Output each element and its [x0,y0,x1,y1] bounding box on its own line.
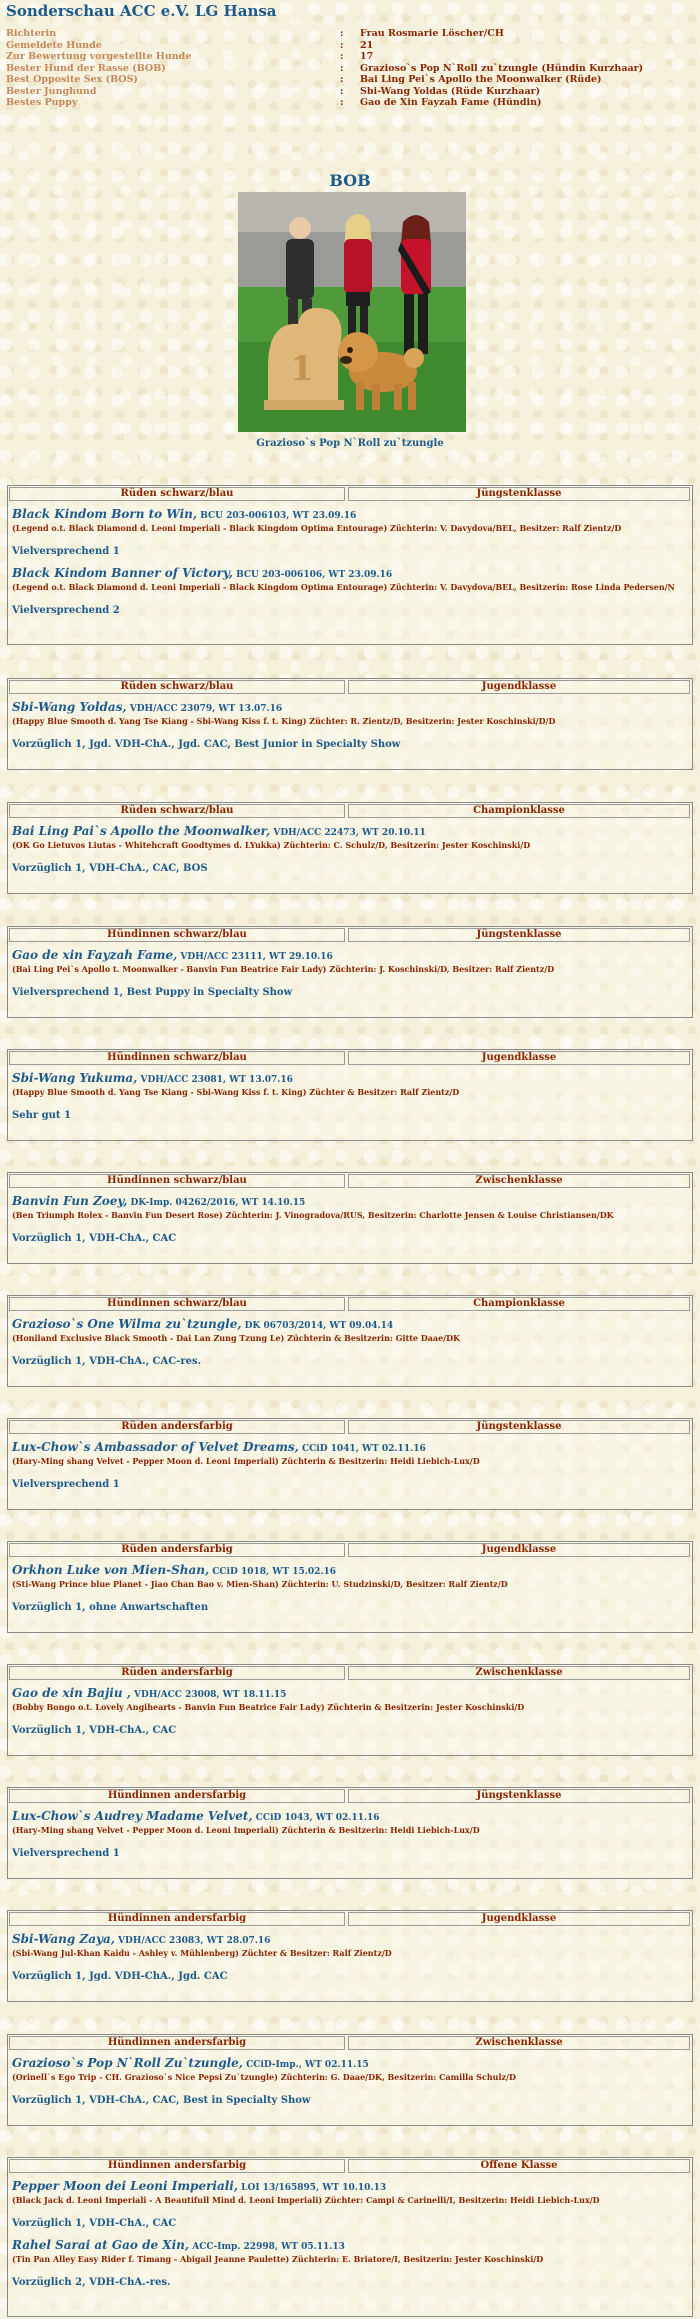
summary-label: Best Opposite Sex (BOS) [6,74,138,85]
class-card [7,1295,693,1387]
dog-pedigree: (Sbi-Wang Jul-Khan Kaidu - Ashley v. Mühlenberg) Züchter & Besitzer: Ralf Zientz/D [12,1948,392,1958]
dog-registration: VDH/ACC 23083, WT 28.07.16 [114,1936,271,1946]
dog-result: Vielversprechend 1 [12,1848,120,1859]
dog-result: Vielversprechend 1, Best Puppy in Specialty Show [12,987,293,998]
class-card [7,1910,693,2002]
dog-pedigree: (Tin Pan Alley Easy Rider f. Timang - Abigail Jeanne Paulette) Züchterin: E. Briatore/I, Besitzerin: Jester Koschinski/D [12,2254,544,2264]
dog-name: Sbi-Wang Yoldas, [12,700,127,714]
class-card [7,926,693,1018]
summary-label: Richterin [6,28,57,39]
summary-colon: : [340,74,344,85]
dog-pedigree: (Legend o.t. Black Diamond d. Leoni Imperiali - Black Kingdom Optima Entourage) Züchterin: V. Davydova/BEL, Besitzerin: Rose Linda Pedersen/N [12,582,675,592]
class-header [8,1542,692,1558]
summary-value: Gao de Xin Fayzah Fame (Hündin) [360,97,542,108]
dog-entry [8,2238,692,2289]
dog-registration: DK 06703/2014, WT 09.04.14 [241,1321,394,1331]
class-card [7,2034,693,2126]
dog-pedigree: (Happy Blue Smooth d. Yang Tse Kiang - Sbi-Wang Kiss f. t. King) Züchter: R. Zientz/D, Besitzerin: Jester Koschinski/D/D [12,716,556,726]
class-header [8,803,692,819]
dog-registration: CCiD 1041, WT 02.11.16 [298,1444,426,1454]
dog-entry [8,1686,692,1737]
class-header [8,1419,692,1435]
dog-registration: CCiD 1018, WT 15.02.16 [209,1567,337,1577]
summary-table [6,28,696,109]
summary-row [6,74,696,86]
class-header [8,1788,692,1804]
dog-name: Grazioso`s Pop N`Roll Zu`tzungle, [12,2056,243,2070]
dog-entry [8,1563,692,1614]
summary-row [6,97,696,109]
dog-name: Black Kindom Born to Win, [12,507,198,521]
class-group: Rüden andersfarbig [9,1420,345,1434]
class-group: Hündinnen andersfarbig [9,1789,345,1803]
dog-name: Lux-Chow`s Audrey Madame Velvet, [12,1809,253,1823]
summary-label: Bester Hund der Rasse (BOB) [6,62,166,74]
dog-pedigree: (Orinell`s Ego Trip - CH. Grazioso`s Nice Pepsi Zu`tzungle) Züchterin: G. Daae/DK, Besitzerin: Camilla Schulz/D [12,2072,516,2082]
class-group: Hündinnen schwarz/blau [9,928,345,942]
dog-name: Pepper Moon dei Leoni Imperiali, [12,2179,239,2193]
dog-name: Sbi-Wang Yukuma, [12,1071,138,1085]
dog-registration: BCU 203-006106, WT 23.09.16 [232,570,393,580]
bob-caption: Grazioso`s Pop N`Roll zu`tzungle [256,438,444,449]
dog-pedigree: (Bai Ling Pei`s Apollo t. Moonwalker - Banvin Fun Beatrice Fair Lady) Züchterin: J. Koschinski/D, Besitzer: Ralf Zientz/D [12,964,555,974]
dog-entry [8,1440,692,1491]
dog-pedigree: (Ben Triumph Rolex - Banvin Fun Desert Rose) Züchterin: J. Vinogradova/RUS, Besitzerin: Charlotte Jensen & Louise Christiansen/DK [12,1210,614,1220]
bob-heading: BOB [329,171,371,190]
class-card [7,2157,693,2317]
dog-result: Vorzüglich 1, VDH-ChA., CAC [12,1233,177,1244]
dog-entry [8,948,692,999]
dog-name: Grazioso`s One Wilma zu`tzungle, [12,1317,242,1331]
summary-value: Grazioso`s Pop N`Roll zu`tzungle (Hündin Kurzhaar) [360,62,644,74]
class-card [7,802,693,894]
summary-row [6,28,696,40]
summary-row [6,86,696,98]
class-header [8,1665,692,1681]
dog-entry [8,2056,692,2107]
dog-registration: CCiD 1043, WT 02.11.16 [252,1813,380,1823]
summary-row [6,51,696,63]
class-name: Jugendklasse [348,680,690,694]
class-header [8,927,692,943]
dog-entry [8,1932,692,1983]
class-group: Rüden schwarz/blau [9,487,345,501]
dog-result: Vorzüglich 1, ohne Anwartschaften [12,1602,209,1613]
dog-result: Vielversprechend 2 [12,605,120,616]
class-header [8,2158,692,2174]
class-header [8,486,692,502]
dog-name: Lux-Chow`s Ambassador of Velvet Dreams, [12,1440,299,1454]
dog-result: Vorzüglich 1, VDH-ChA., CAC [12,2218,177,2229]
class-card [7,1541,693,1633]
summary-label: Gemeldete Hunde [6,39,102,51]
summary-value: Bai Ling Pei`s Apollo the Moonwalker (Rüde) [360,74,602,85]
class-name: Jugendklasse [348,1543,690,1557]
dog-registration: VDH/ACC 22473, WT 20.10.11 [270,828,426,838]
dog-pedigree: (Black Jack d. Leoni Imperiali - A Beautifull Mind d. Leoni Imperiali) Züchter: Campi & Carinelli/I, Besitzerin: Heidi Liebich-Lux/D [12,2195,600,2205]
dog-pedigree: (Hary-Ming shang Velvet - Pepper Moon d. Leoni Imperiali) Züchterin & Besitzerin: Heidi Liebich-Lux/D [12,1825,480,1835]
summary-colon: : [340,51,344,62]
class-group: Hündinnen schwarz/blau [9,1051,345,1065]
dog-registration: DK-Imp. 04262/2016, WT 14.10.15 [127,1198,306,1208]
class-group: Hündinnen andersfarbig [9,2159,345,2173]
dog-registration: LOI 13/165895, WT 10.10.13 [238,2183,387,2193]
dog-result: Vielversprechend 1 [12,546,120,557]
dog-pedigree: (Happy Blue Smooth d. Yang Tse Kiang - Sbi-Wang Kiss f. t. King) Züchter & Besitzer: Ralf Zientz/D [12,1087,460,1097]
class-card [7,1418,693,1510]
class-group: Hündinnen andersfarbig [9,2036,345,2050]
bob-photo [238,192,466,432]
dog-entry [8,2179,692,2230]
dog-entry [8,507,692,558]
class-header [8,1173,692,1189]
class-group: Rüden andersfarbig [9,1666,345,1680]
class-name: Zwischenklasse [348,2036,690,2050]
dog-entry [8,566,692,617]
summary-row [6,40,696,52]
dog-name: Sbi-Wang Zaya, [12,1932,115,1946]
class-header [8,679,692,695]
class-group: Hündinnen andersfarbig [9,1912,345,1926]
dog-entry [8,700,692,751]
dog-pedigree: (Hary-Ming shang Velvet - Pepper Moon d. Leoni Imperiali) Züchterin & Besitzerin: Heidi Liebich-Lux/D [12,1456,480,1466]
dog-name: Rahel Sarai at Gao de Xin, [12,2238,190,2252]
dog-entry [8,1317,692,1368]
class-header [8,2035,692,2051]
summary-value: 21 [360,39,374,51]
class-name: Jüngstenklasse [348,487,690,501]
class-name: Jüngstenklasse [348,1420,690,1434]
class-name: Championklasse [348,1297,690,1311]
class-card [7,485,693,645]
summary-colon: : [340,62,344,74]
class-group: Hündinnen schwarz/blau [9,1297,345,1311]
page-title: Sonderschau ACC e.V. LG Hansa [6,2,277,20]
dog-result: Vorzüglich 1, VDH-ChA., CAC, Best in Specialty Show [12,2095,311,2106]
class-name: Zwischenklasse [348,1174,690,1188]
class-name: Championklasse [348,804,690,818]
class-name: Jugendklasse [348,1051,690,1065]
summary-value: 17 [360,51,374,62]
dog-name: Bai Ling Pai`s Apollo the Moonwalker, [12,824,271,838]
dog-registration: CCiD-Imp., WT 02.11.15 [242,2060,369,2070]
dog-name: Black Kindom Banner of Victory, [12,566,233,580]
dog-result: Vorzüglich 1, VDH-ChA., CAC [12,1725,177,1736]
dog-registration: ACC-Imp. 22998, WT 05.11.13 [189,2242,345,2252]
summary-colon: : [340,28,344,39]
summary-label: Bester Junghund [6,85,97,97]
summary-label: Bestes Puppy [6,97,78,108]
dog-name: Gao de xin Bajiu , [12,1686,131,1700]
summary-colon: : [340,39,344,51]
class-group: Rüden schwarz/blau [9,680,345,694]
dog-result: Vorzüglich 1, Jgd. VDH-ChA., Jgd. CAC [12,1971,228,1982]
dog-registration: BCU 203-006103, WT 23.09.16 [197,511,357,521]
summary-colon: : [340,85,344,97]
class-name: Jüngstenklasse [348,1789,690,1803]
class-name: Jüngstenklasse [348,928,690,942]
dog-result: Vorzüglich 1, VDH-ChA., CAC, BOS [12,863,208,874]
class-card [7,1049,693,1141]
dog-name: Banvin Fun Zoey, [12,1194,128,1208]
dog-registration: VDH/ACC 23008, WT 18.11.15 [130,1690,287,1700]
dog-pedigree: (Legend o.t. Black Diamond d. Leoni Imperiali - Black Kingdom Optima Entourage) Züchterin: V. Davydova/BEL, Besitzer: Ralf Zientz/D [12,523,622,533]
trophy-number: 1 [290,349,314,389]
dog-pedigree: (Honiland Exclusive Black Smooth - Dai Lan Zung Tzung Le) Züchterin & Besitzerin: Gitte Daae/DK [12,1333,460,1343]
class-card [7,1787,693,1879]
class-header [8,1050,692,1066]
class-name: Offene Klasse [348,2159,690,2173]
summary-colon: : [340,97,344,108]
dog-entry [8,824,692,875]
dog-name: Gao de xin Fayzah Fame, [12,948,178,962]
class-header [8,1296,692,1312]
dog-result: Sehr gut 1 [12,1110,71,1121]
class-card [7,1172,693,1264]
class-card [7,678,693,770]
class-header [8,1911,692,1927]
dog-result: Vorzüglich 1, Jgd. VDH-ChA., Jgd. CAC, Best Junior in Specialty Show [12,739,401,750]
dog-entry [8,1809,692,1860]
dog-registration: VDH/ACC 23111, WT 29.10.16 [177,952,333,962]
class-card [7,1664,693,1756]
dog-result: Vorzüglich 1, VDH-ChA., CAC-res. [12,1356,202,1367]
class-name: Jugendklasse [348,1912,690,1926]
summary-value: Sbi-Wang Yoldas (Rüde Kurzhaar) [360,85,541,97]
dog-pedigree: (Bobby Bongo o.t. Lovely Angihearts - Banvin Fun Beatrice Fair Lady) Züchterin & Besitzerin: Jester Koschinski/D [12,1702,525,1712]
dog-pedigree: (Sti-Wang Prince blue Planet - Jiao Chan Bao v. Mien-Shan) Züchterin: U. Studzinski/D, Besitzer: Ralf Zientz/D [12,1579,508,1589]
class-group: Rüden schwarz/blau [9,804,345,818]
summary-label: Zur Bewertung vorgestellte Hunde [6,51,192,62]
summary-row [6,63,696,75]
class-name: Zwischenklasse [348,1666,690,1680]
dog-entry [8,1071,692,1122]
class-group: Rüden andersfarbig [9,1543,345,1557]
class-group: Hündinnen schwarz/blau [9,1174,345,1188]
bob-photo-illustration [238,192,466,432]
dog-entry [8,1194,692,1245]
summary-value: Frau Rosmarie Löscher/CH [360,28,504,39]
dog-pedigree: (OK Go Lietuvos Liutas - Whitehcraft Goodtymes d. LYukka) Züchterin: C. Schulz/D, Besitzerin: Jester Koschinski/D [12,840,531,850]
dog-name: Orkhon Luke von Mien-Shan, [12,1563,210,1577]
dog-registration: VDH/ACC 23079, WT 13.07.16 [126,704,283,714]
dog-result: Vielversprechend 1 [12,1479,120,1490]
dog-result: Vorzüglich 2, VDH-ChA.-res. [12,2277,171,2288]
dog-registration: VDH/ACC 23081, WT 13.07.16 [137,1075,293,1085]
